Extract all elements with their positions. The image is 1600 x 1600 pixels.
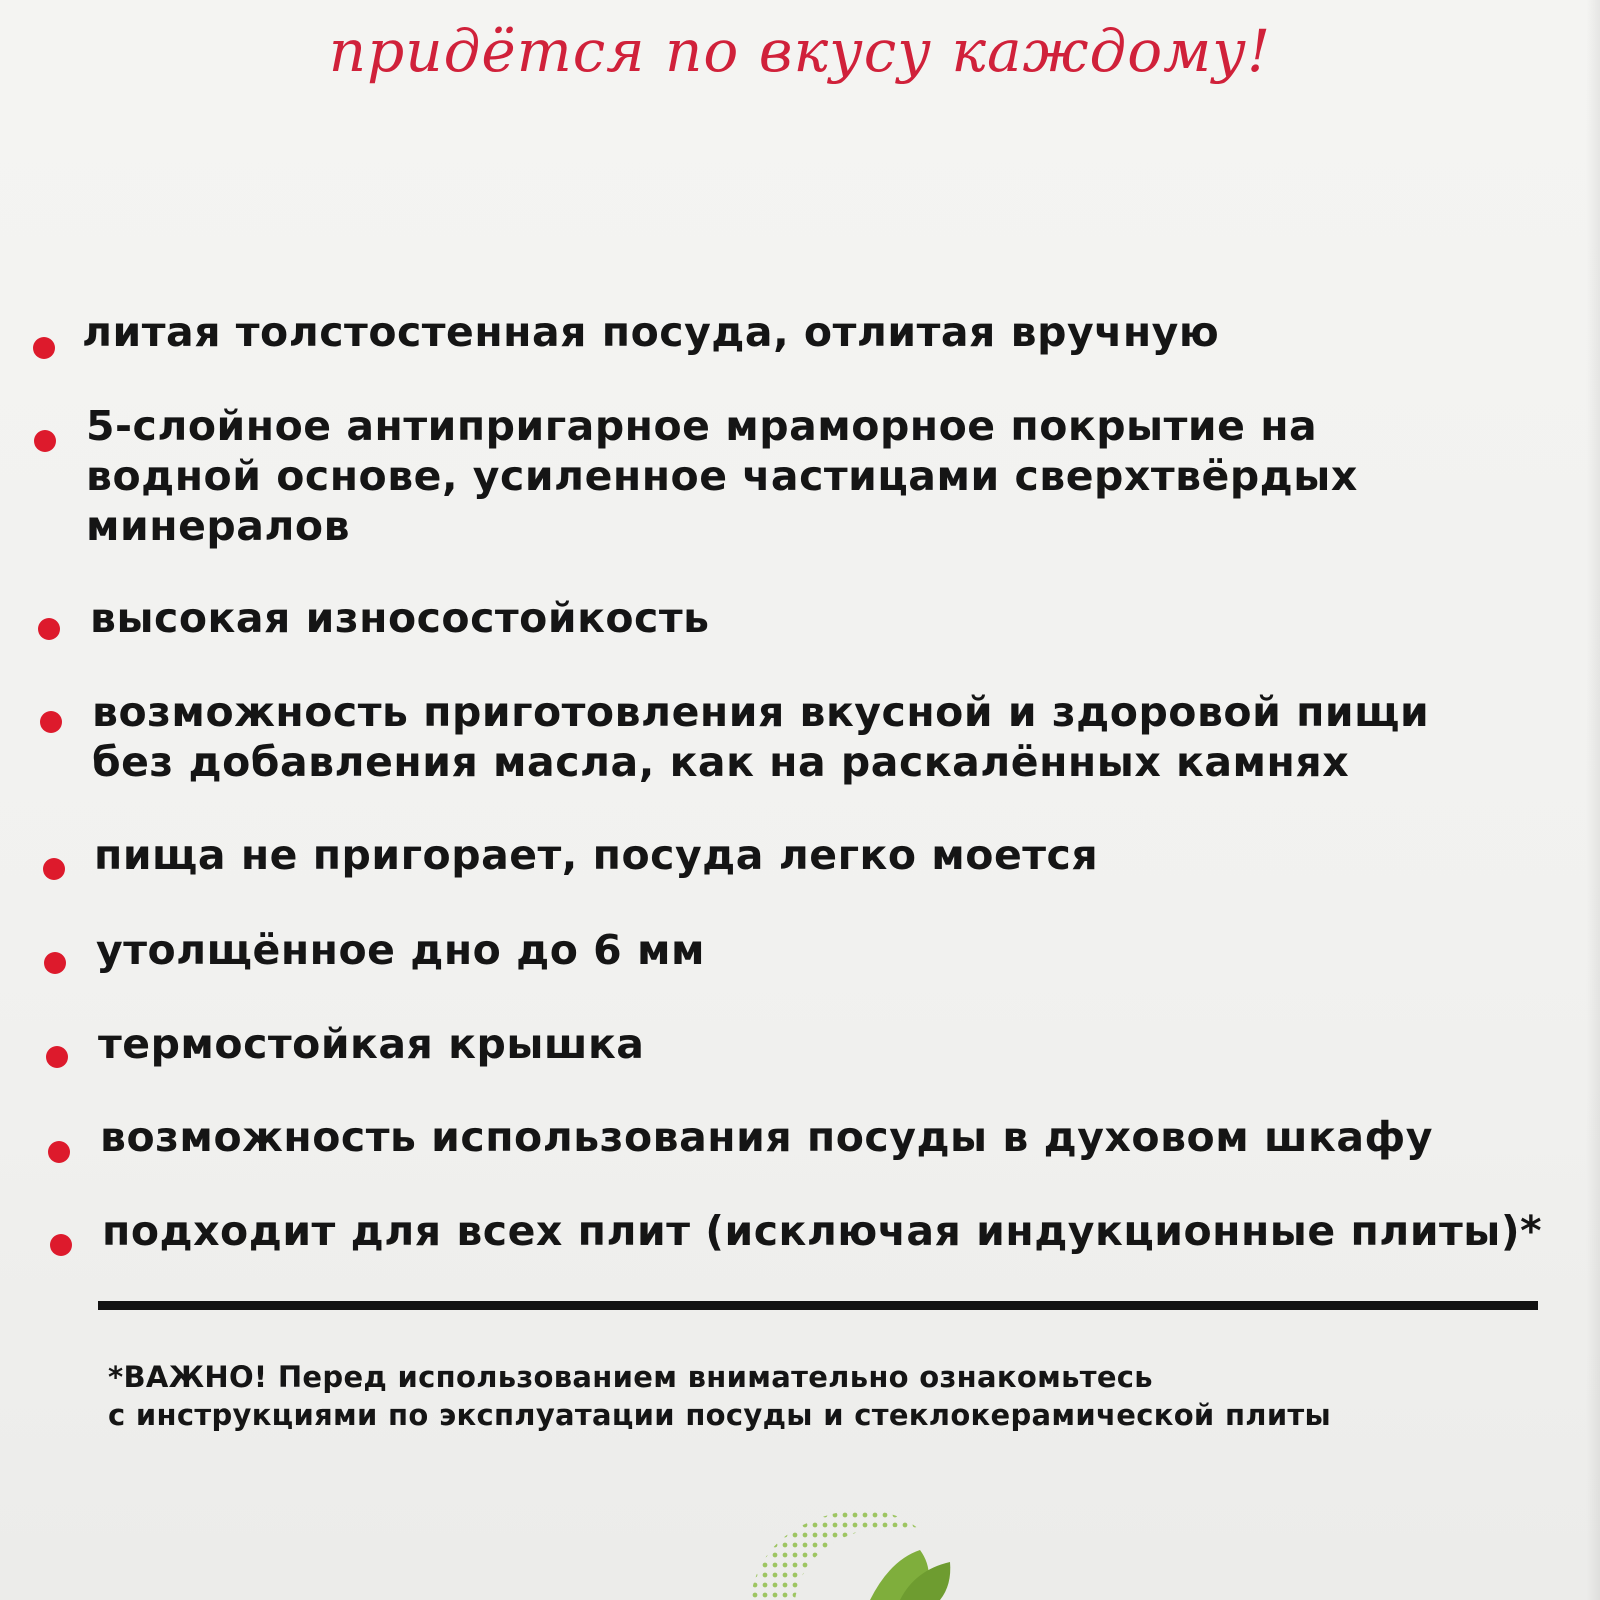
feature-text: литая толстостенная посуда, отлитая вручную (82, 308, 1220, 356)
feature-text: термостойкая крышка (98, 1020, 645, 1068)
feature-text: пища не пригорает, посуда легко моется (94, 831, 1099, 879)
brand-logo-icon (720, 1500, 980, 1600)
tagline: придётся по вкусу каждому! (328, 17, 1272, 85)
feature-text: возможность использования посуды в духовом шкафу (100, 1113, 1433, 1161)
divider-line (98, 1301, 1538, 1310)
feature-text: возможность приготовления вкусной и здоровой пищи без добавления масла, как на раскалённых камнях (92, 688, 1430, 786)
important-note: *ВАЖНО! Перед использованием внимательно ознакомьтесь с инструкциями по эксплуатации посуды и стеклокерамической плиты (108, 1360, 1332, 1432)
feature-text: подходит для всех плит (исключая индукционные плиты)* (102, 1207, 1543, 1255)
red-dot-bullet-icon (38, 618, 60, 640)
red-dot-bullet-icon (48, 1141, 70, 1163)
feature-text: высокая износостойкость (90, 594, 710, 642)
feature-text: 5-слойное антипригарное мраморное покрытие на водной основе, усиленное частицами сверхтвёрдых минералов (86, 402, 1358, 550)
red-dot-bullet-icon (34, 430, 56, 452)
red-dot-bullet-icon (50, 1234, 72, 1256)
red-dot-bullet-icon (46, 1046, 68, 1068)
red-dot-bullet-icon (44, 952, 66, 974)
red-dot-bullet-icon (43, 858, 65, 880)
feature-text: утолщённое дно до 6 мм (96, 926, 705, 974)
red-dot-bullet-icon (33, 337, 55, 359)
red-dot-bullet-icon (40, 711, 62, 733)
